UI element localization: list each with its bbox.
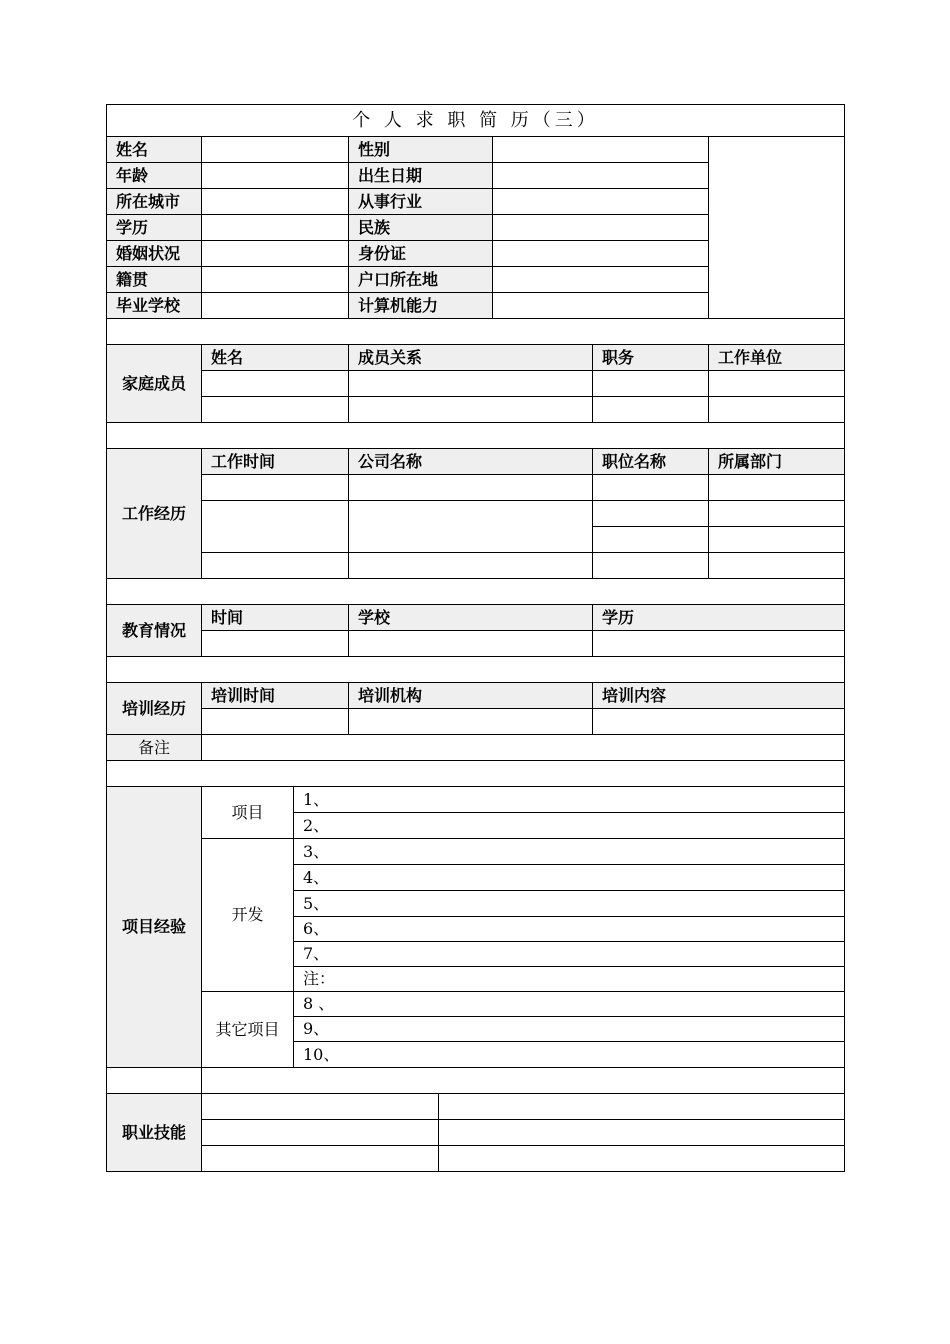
train-header-content: 培训内容 xyxy=(593,683,845,709)
work-cell[interactable] xyxy=(709,527,845,553)
history-table xyxy=(106,318,845,761)
project-line[interactable]: 8 、 xyxy=(294,992,845,1017)
label-education: 学历 xyxy=(107,215,202,241)
train-header-time: 培训时间 xyxy=(202,683,349,709)
field-city[interactable] xyxy=(202,189,349,215)
family-header-relation: 成员关系 xyxy=(349,345,593,371)
family-cell[interactable] xyxy=(202,371,349,397)
page-title: 个 人 求 职 简 历（三） xyxy=(107,105,845,137)
field-industry[interactable] xyxy=(493,189,709,215)
section-family: 家庭成员 xyxy=(107,345,202,423)
family-cell[interactable] xyxy=(709,397,845,423)
skill-cell[interactable] xyxy=(202,1094,439,1120)
spacer-row xyxy=(107,761,845,787)
skill-cell[interactable] xyxy=(439,1094,845,1120)
project-line[interactable]: 7、 xyxy=(294,942,845,967)
section-training: 培训经历 xyxy=(107,683,202,735)
work-header-company: 公司名称 xyxy=(349,449,593,475)
train-header-org: 培训机构 xyxy=(349,683,593,709)
project-line[interactable]: 2、 xyxy=(294,813,845,839)
label-gender: 性别 xyxy=(349,137,493,163)
work-cell[interactable] xyxy=(709,501,845,527)
table-row xyxy=(107,709,845,735)
spacer-cell xyxy=(202,1068,845,1094)
edu-cell[interactable] xyxy=(202,631,349,657)
table-row xyxy=(107,397,845,423)
basic-info-table xyxy=(106,104,845,319)
work-cell[interactable] xyxy=(709,475,845,501)
project-line[interactable]: 4、 xyxy=(294,865,845,891)
work-cell[interactable] xyxy=(349,501,593,553)
section-skills: 职业技能 xyxy=(107,1094,202,1172)
spacer-row xyxy=(107,423,845,449)
train-cell[interactable] xyxy=(349,709,593,735)
label-marital: 婚姻状况 xyxy=(107,241,202,267)
project-line[interactable]: 3、 xyxy=(294,839,845,865)
family-header-position: 职务 xyxy=(593,345,709,371)
work-header-dept: 所属部门 xyxy=(709,449,845,475)
project-line[interactable]: 1、 xyxy=(294,787,845,813)
section-projects: 项目经验 xyxy=(107,787,202,1068)
edu-header-school: 学校 xyxy=(349,605,593,631)
label-name: 姓名 xyxy=(107,137,202,163)
work-cell[interactable] xyxy=(349,475,593,501)
field-ethnicity[interactable] xyxy=(493,215,709,241)
work-cell[interactable] xyxy=(593,501,709,527)
project-line[interactable]: 9、 xyxy=(294,1017,845,1042)
table-row xyxy=(107,631,845,657)
table-row xyxy=(107,501,845,527)
label-native-place: 籍贯 xyxy=(107,267,202,293)
work-header-title: 职位名称 xyxy=(593,449,709,475)
label-household: 户口所在地 xyxy=(349,267,493,293)
field-marital[interactable] xyxy=(202,241,349,267)
label-city: 所在城市 xyxy=(107,189,202,215)
skill-cell[interactable] xyxy=(202,1146,439,1172)
family-cell[interactable] xyxy=(202,397,349,423)
section-work: 工作经历 xyxy=(107,449,202,579)
work-header-time: 工作时间 xyxy=(202,449,349,475)
label-birthdate: 出生日期 xyxy=(349,163,493,189)
project-line[interactable]: 6、 xyxy=(294,917,845,942)
work-cell[interactable] xyxy=(593,475,709,501)
work-cell[interactable] xyxy=(709,553,845,579)
field-household[interactable] xyxy=(493,267,709,293)
field-native-place[interactable] xyxy=(202,267,349,293)
label-industry: 从事行业 xyxy=(349,189,493,215)
skill-cell[interactable] xyxy=(202,1120,439,1146)
spacer-cell xyxy=(107,1068,202,1094)
work-cell[interactable] xyxy=(202,501,349,553)
train-cell[interactable] xyxy=(593,709,845,735)
project-line[interactable]: 10、 xyxy=(294,1042,845,1068)
label-school: 毕业学校 xyxy=(107,293,202,319)
project-line[interactable]: 5、 xyxy=(294,891,845,917)
family-header-name: 姓名 xyxy=(202,345,349,371)
family-cell[interactable] xyxy=(593,371,709,397)
skills-table xyxy=(106,1067,845,1172)
field-gender[interactable] xyxy=(493,137,709,163)
label-age: 年龄 xyxy=(107,163,202,189)
field-school[interactable] xyxy=(202,293,349,319)
project-note[interactable]: 注： xyxy=(294,967,845,992)
edu-header-time: 时间 xyxy=(202,605,349,631)
field-id[interactable] xyxy=(493,241,709,267)
family-cell[interactable] xyxy=(593,397,709,423)
field-age[interactable] xyxy=(202,163,349,189)
family-cell[interactable] xyxy=(349,397,593,423)
work-cell[interactable] xyxy=(593,553,709,579)
spacer-row xyxy=(107,319,845,345)
table-row xyxy=(107,553,845,579)
remark-field[interactable] xyxy=(202,735,845,761)
field-computer[interactable] xyxy=(493,293,709,319)
field-birthdate[interactable] xyxy=(493,163,709,189)
family-cell[interactable] xyxy=(349,371,593,397)
group-other-projects: 其它项目 xyxy=(202,992,294,1068)
spacer-row xyxy=(107,579,845,605)
resume-form xyxy=(106,104,844,1172)
group-projects: 项目 xyxy=(202,787,294,839)
family-header-employer: 工作单位 xyxy=(709,345,845,371)
table-row xyxy=(107,475,845,501)
field-education[interactable] xyxy=(202,215,349,241)
field-name[interactable] xyxy=(202,137,349,163)
label-computer: 计算机能力 xyxy=(349,293,493,319)
family-cell[interactable] xyxy=(709,371,845,397)
table-row xyxy=(107,371,845,397)
section-education: 教育情况 xyxy=(107,605,202,657)
remark-label: 备注 xyxy=(107,735,202,761)
work-cell[interactable] xyxy=(202,553,349,579)
label-ethnicity: 民族 xyxy=(349,215,493,241)
edu-header-degree: 学历 xyxy=(593,605,845,631)
work-cell[interactable] xyxy=(349,553,593,579)
edu-cell[interactable] xyxy=(593,631,845,657)
work-cell[interactable] xyxy=(593,527,709,553)
skill-cell[interactable] xyxy=(439,1146,845,1172)
group-development: 开发 xyxy=(202,839,294,992)
photo-box[interactable] xyxy=(709,137,845,319)
skill-cell[interactable] xyxy=(439,1120,845,1146)
edu-cell[interactable] xyxy=(349,631,593,657)
train-cell[interactable] xyxy=(202,709,349,735)
projects-table xyxy=(106,760,845,1068)
work-cell[interactable] xyxy=(202,475,349,501)
spacer-row xyxy=(107,657,845,683)
label-id: 身份证 xyxy=(349,241,493,267)
